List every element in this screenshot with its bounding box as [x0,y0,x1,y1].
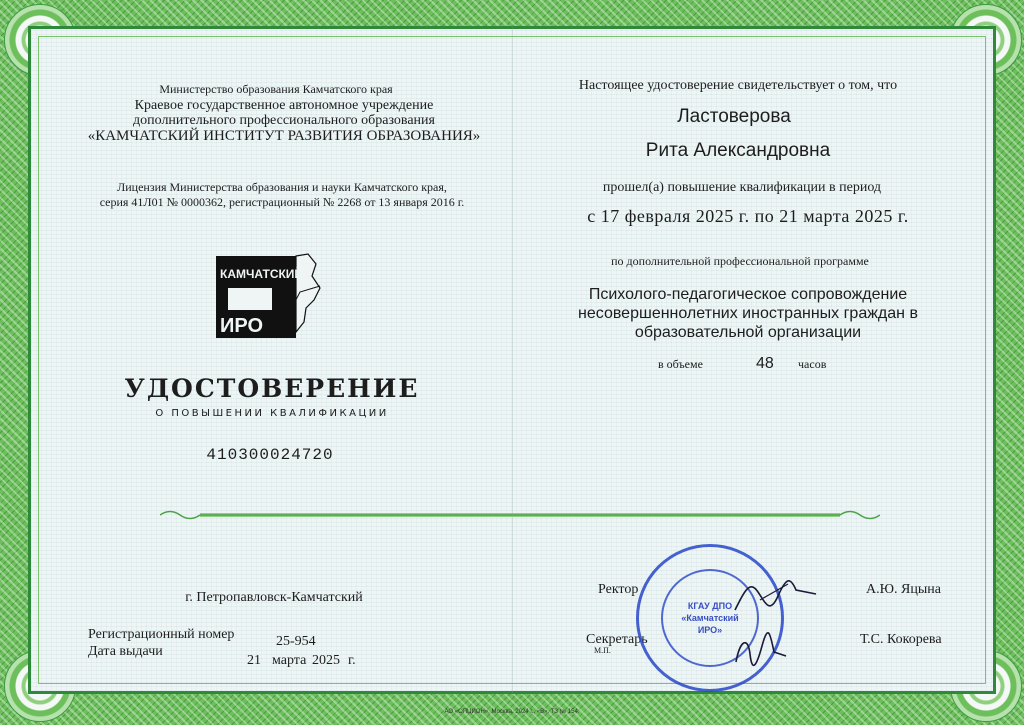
volume-unit: часов [798,357,827,371]
registration-number: 25-954 [276,634,316,649]
training-period: с 17 февраля 2025 г. по 21 марта 2025 г. [587,206,909,226]
kamchatka-iro-logo [216,252,328,342]
issue-date-year: 2025 [312,653,340,668]
logo-bottom-text: ИРО [220,315,264,337]
rector-name: А.Ю. Яцына [866,582,941,597]
volume-value: 48 [756,355,774,372]
secretary-label: Секретарь [586,632,648,647]
institution-line2: дополнительного профессионального образования [133,113,435,128]
registration-label: Регистрационный номер [88,627,235,642]
issue-date-label: Дата выдачи [88,644,163,659]
license-line1: Лицензия Министерства образования и науки Камчатского края, [117,180,447,194]
passed-text: прошел(а) повышение квалификации в период [602,180,882,195]
logo-top-text: КАМЧАТСКИЙ [220,267,304,281]
volume-label: в объеме [658,357,703,371]
city-text: г. Петропавловск-Камчатский [185,590,363,605]
program-intro: по дополнительной профессиональной программе [611,254,869,268]
center-fold [512,26,513,694]
issue-date-suffix: г. [348,653,356,668]
document-title: УДОСТОВЕРЕНИЕ [124,374,420,403]
program-line2: несовершеннолетних иностранных граждан в [578,305,918,322]
mp-label: М.П. [594,646,611,655]
serial-number: 410300024720 [206,446,334,464]
license-line2: серия 41Л01 № 0000362, регистрационный № 2268 от 13 января 2016 г. [99,195,465,209]
rector-signature [730,570,820,620]
rector-label: Ректор [598,582,639,597]
program-line1: Психолого-педагогическое сопровождение [588,286,908,303]
document-subtitle: О ПОВЫШЕНИИ КВАЛИФИКАЦИИ [155,408,389,419]
seal-line1: КГАУ ДПО [687,601,733,611]
seal-line2: «Камчатский [681,613,739,623]
seal-line3: ИРО» [697,625,723,635]
secretary-name: Т.С. Кокорева [860,632,942,647]
institution-name: «КАМЧАТСКИЙ ИНСТИТУТ РАЗВИТИЯ ОБРАЗОВАНИЯ» [87,128,481,144]
intro-text: Настоящее удостоверение свидетельствует о том, что [578,78,898,93]
issue-date-day: 21 [247,653,261,668]
printer-note: АО «ОПЦИОН», Москва, 2024 г., «В». ТЗ № 154. [444,709,580,715]
ornamental-separator [160,508,880,522]
institution-line1: Краевое государственное автономное учреждение [134,98,434,113]
issue-date-month: марта [272,653,307,668]
ministry-text: Министерство образования Камчатского края [159,82,393,96]
holder-given-names: Рита Александровна [645,140,831,161]
holder-surname: Ластоверова [677,106,791,127]
program-line3: образовательной организации [634,324,862,341]
secretary-signature [730,626,790,674]
